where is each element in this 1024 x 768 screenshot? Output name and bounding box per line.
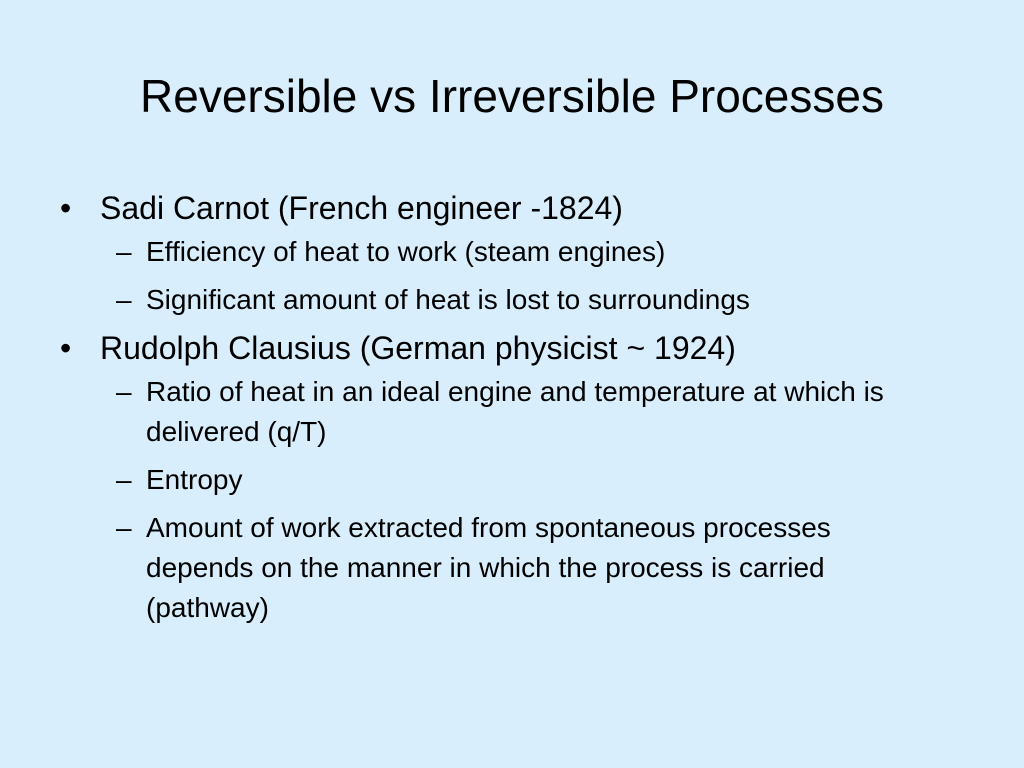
sub-item [100, 280, 906, 320]
sub-item [100, 460, 906, 500]
bullet-list [56, 186, 956, 628]
dash-marker: – [116, 376, 132, 407]
sub-item [100, 372, 906, 452]
sub-list [100, 372, 956, 628]
bullet-marker: • [60, 330, 72, 366]
bullet-marker: • [60, 190, 72, 226]
sub-item [100, 508, 906, 628]
dash-marker: – [116, 236, 132, 267]
bullet-item-carnot [56, 186, 956, 320]
bullet-text: Sadi Carnot (French engineer -1824) [100, 190, 623, 226]
dash-marker: – [116, 284, 132, 315]
sub-item-text: Significant amount of heat is lost to surroundings [146, 284, 750, 315]
sub-item-text: Ratio of heat in an ideal engine and temperature at which is delivered (q/T) [146, 376, 884, 447]
dash-marker: – [116, 464, 132, 495]
sub-item-text: Entropy [146, 464, 243, 495]
sub-item-text: Amount of work extracted from spontaneous processes depends on the manner in which the process is carried (pathway) [146, 512, 831, 623]
slide-title: Reversible vs Irreversible Processes [140, 70, 884, 122]
sub-list [100, 232, 956, 320]
bullet-item-clausius [56, 326, 956, 628]
sub-item-text: Efficiency of heat to work (steam engines) [146, 236, 666, 267]
sub-item [100, 232, 906, 272]
bullet-text: Rudolph Clausius (German physicist ~ 1924) [100, 330, 736, 366]
dash-marker: – [116, 512, 132, 543]
